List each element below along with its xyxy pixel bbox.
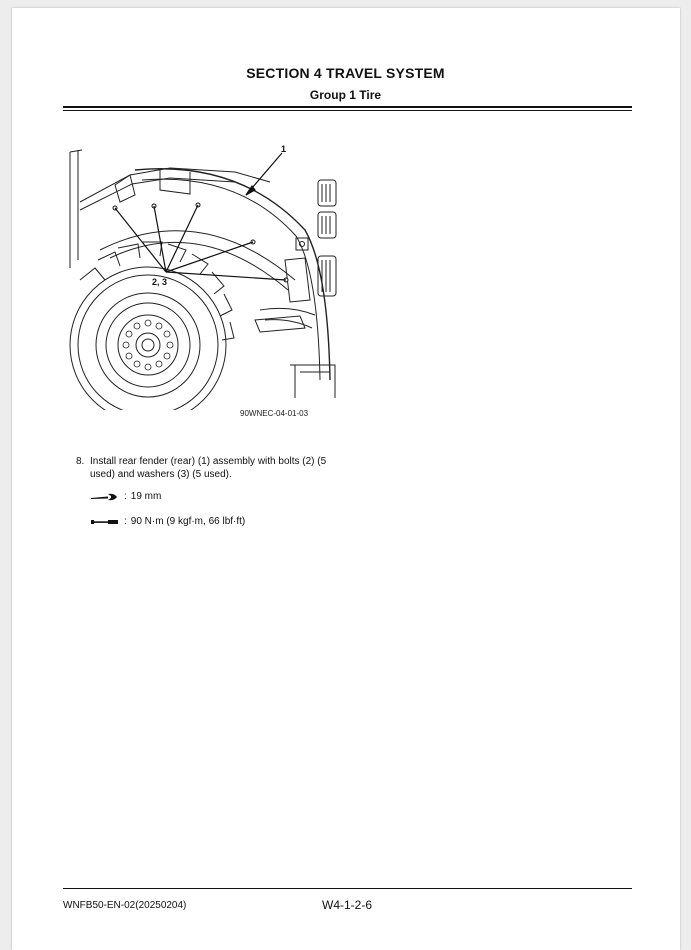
step-number: 8. [76, 456, 85, 467]
figure-id: 90WNEC-04-01-03 [240, 409, 309, 418]
step-text: Install rear fender (rear) (1) assembly with bolts (2) (5 used) and washers (3) (5 used). [90, 456, 327, 480]
group-title: Group 1 Tire [309, 88, 382, 102]
document-code: WNFB50-EN-02(20250204) [63, 900, 187, 911]
header-rule-thick [63, 106, 632, 108]
wrench-value: 19 mm [130, 491, 162, 502]
wrench-icon [90, 492, 120, 502]
fender-illustration [60, 140, 340, 410]
torque-separator: : [124, 516, 127, 527]
page-number: W4-1-2-6 [322, 898, 373, 912]
torque-spec [90, 516, 245, 527]
callout-2-3: 2, 3 [152, 277, 168, 287]
torque-wrench-icon [90, 517, 120, 527]
wrench-separator: : [124, 491, 127, 502]
footer-rule [63, 888, 632, 889]
wrench-spec [90, 491, 161, 502]
callout-1: 1 [281, 144, 287, 154]
header-rule-thin [63, 110, 632, 111]
torque-value: 90 N·m (9 kgf·m, 66 lbf·ft) [130, 516, 246, 527]
section-title: SECTION 4 TRAVEL SYSTEM [246, 65, 445, 81]
